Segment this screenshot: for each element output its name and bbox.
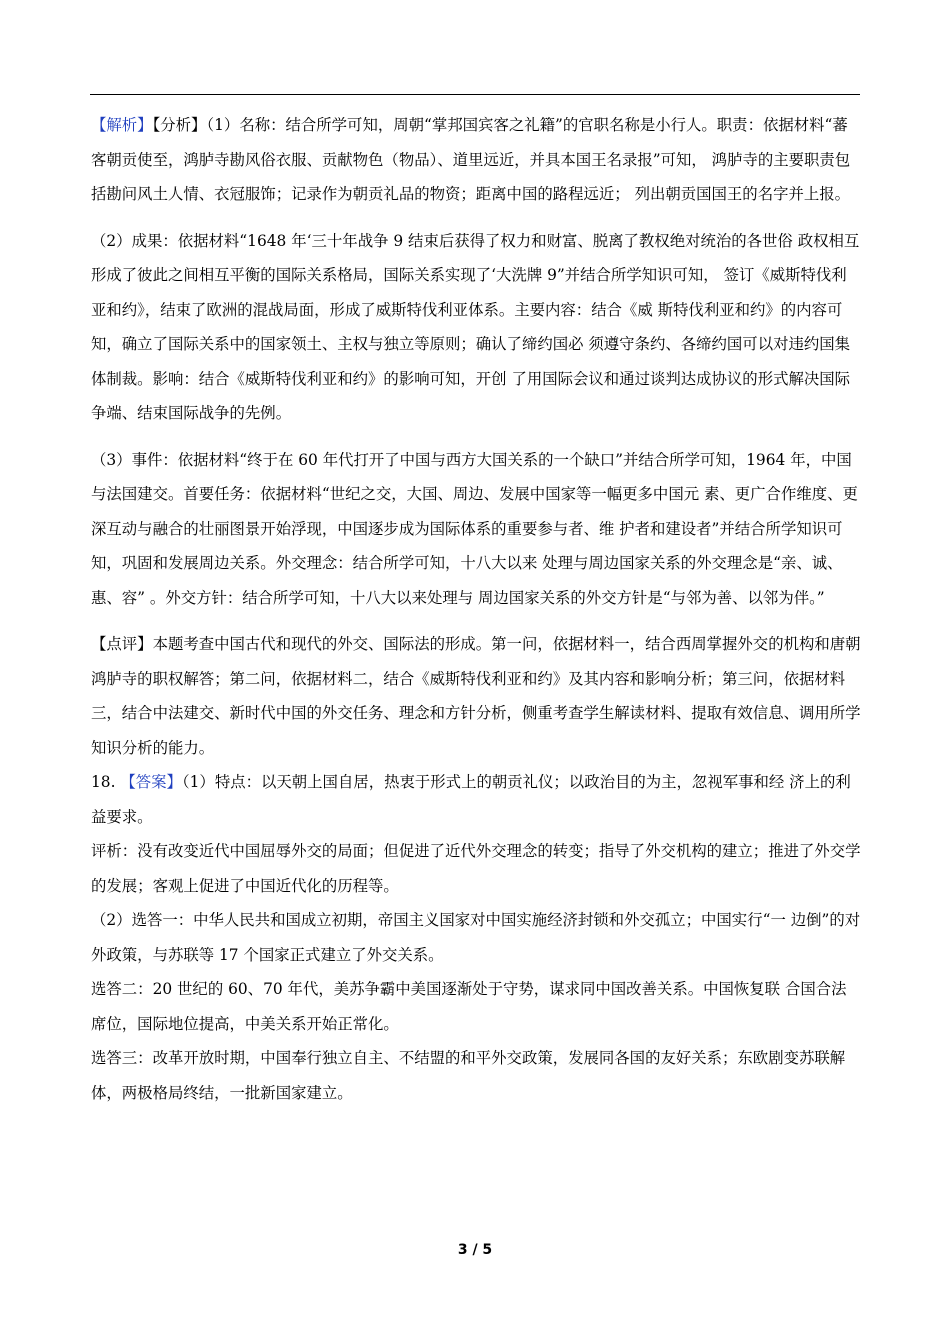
q18-paragraph-5: 选答三：改革开放时期，中国奉行独立自主、不结盟的和平外交政策，发展同各国的友好关系；东欧剧变苏联解体，两极格局终结，一批新国家建立。 <box>91 1049 846 1102</box>
page-content <box>91 108 861 1110</box>
q18-paragraph-3: （2）选答一：中华人民共和国成立初期，帝国主义国家对中国实施经济封锁和外交孤立；中国实行“一 边倒”的对外政策，与苏联等 17 个国家正式建立了外交关系。 <box>91 911 861 964</box>
answer-tag: 【答案】 <box>120 773 182 791</box>
q18-paragraph-1 <box>91 765 861 834</box>
comment-paragraph: 【点评】本题考查中国古代和现代的外交、国际法的形成。第一问，依据材料一，结合西周掌握外交的机构和唐朝鸿胪寺的职权解答；第二问，依据材料二，结合《威斯特伐利亚和约》及其内容和影响分析；第三问，依据材料三，结合中法建交、新时代中国的外交任务、理念和方针分析，侧重考查学生解读材料、提取有效信息、调用所学知识分析的能力。 <box>91 635 861 757</box>
page-number: 3 / 5 <box>457 1242 493 1258</box>
analysis-paragraph-1 <box>91 108 861 212</box>
analysis-paragraph-3: （3）事件：依据材料“终于在 60 年代打开了中国与西方大国关系的一个缺口”并结合所学可知，1964 年，中国与法国建交。首要任务：依据材料“世纪之交，大国、周边、发展中国家等一幅更多中国元 素、更广合作维度、更深互动与融合的壮丽图景开始浮现，中国逐步成为国际体系的重要参与者、维 护者和建设者”并结合所学知识可知，巩固和发展周边关系。外交理念：结合所学可知，十八大以来 处理与周边国家关系的外交理念是“亲、诚、惠、容” 。外交方针：结合所学可知，十八大以来处理与 周边国家关系的外交方针是“与邻为善、以邻为伴。” <box>91 450 858 607</box>
q18-text-1: （1）特点：以天朝上国自居，热衷于形式上的朝贡礼仪；以政治目的为主，忽视军事和经 济上的利益要求。 <box>91 773 851 826</box>
header-rule <box>90 94 860 95</box>
q18-paragraph-2: 评析：没有改变近代中国屈辱外交的局面；但促进了近代外交理念的转变；指导了外交机构的建立；推进了外交学的发展；客观上促进了中国近代化的历程等。 <box>91 842 861 895</box>
q18-paragraph-4: 选答二：20 世纪的 60、70 年代，美苏争霸中美国逐渐处于守势，谋求同中国改善关系。中国恢复联 合国合法席位，国际地位提高，中美关系开始正常化。 <box>91 980 847 1033</box>
jiexi-tag: 【解析】 <box>91 116 153 134</box>
analysis-text-1: （1）名称：结合所学可知，周朝“掌邦国宾客之礼籍”的官职名称是小行人。职责：依据材料“蕃客朝贡使至，鸿胪寺勘风俗衣服、贡献物色（物品）、道里远近，并具本国王名录报”可知， 鸿胪寺的主要职责包括勘问风土人情、衣冠服饰；记录作为朝贡礼品的物资；距离中国的路程远近； 列出朝贡国国王的名字并上报。 <box>91 116 851 203</box>
analysis-paragraph-2: （2）成果：依据材料“1648 年‘三十年战争 9 结束后获得了权力和财富、脱离了教权绝对统治的各世俗 政权相互形成了彼此之间相互平衡的国际关系格局，国际关系实现了‘大洗牌 9”并结合所学知识可知， 签订《威斯特伐利亚和约》，结束了欧洲的混战局面，形成了威斯特伐利亚体系。主要内容：结合《威 斯特伐利亚和约》的内容可知，确立了国际关系中的国家领土、主权与独立等原则；确认了缔约国必 须遵守条约、各缔约国可以对违约国集体制裁。影响：结合《威斯特伐利亚和约》的影响可知，开创 了用国际会议和通过谈判达成协议的形式解决国际争端、结束国际战争的先例。 <box>91 231 860 422</box>
question-number: 18. <box>91 773 121 791</box>
fenxi-tag: 【分析】 <box>152 116 207 134</box>
